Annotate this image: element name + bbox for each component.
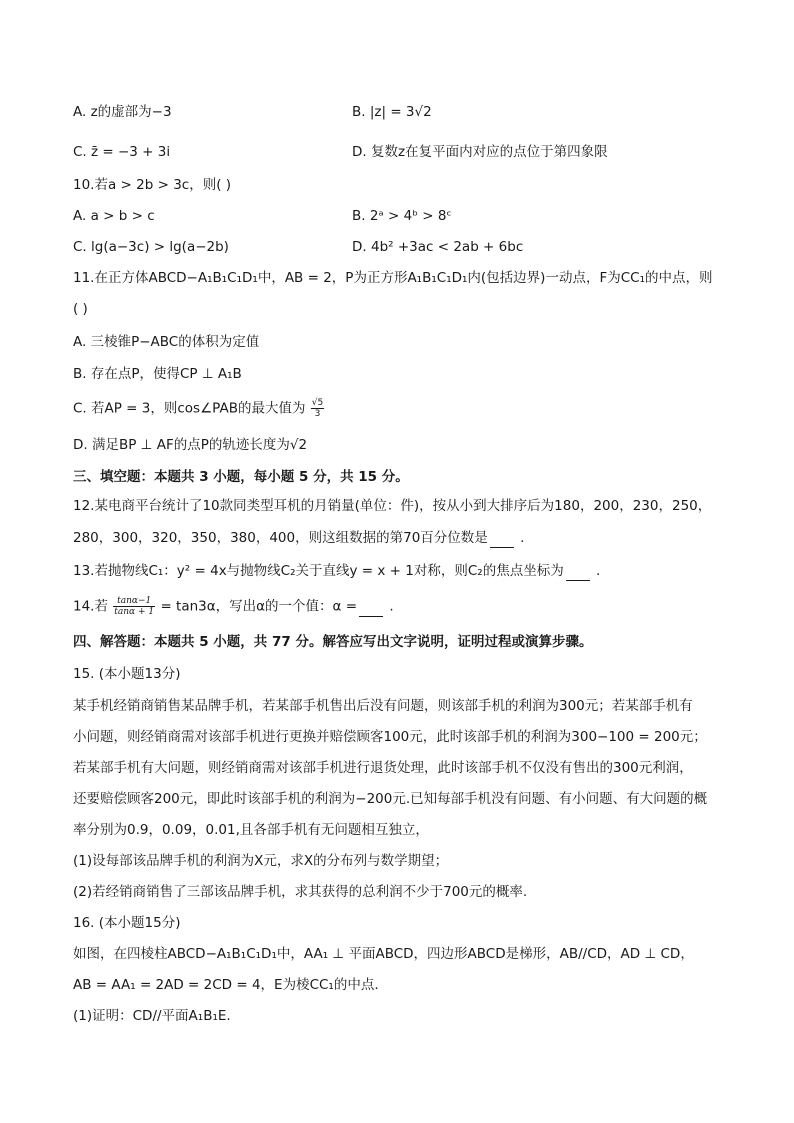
q14-fraction	[113, 596, 155, 617]
q10-option-b: B. 2ᵃ > 4ᵇ > 8ᶜ	[352, 208, 452, 224]
q15-heading: 15. (本小题13分)	[73, 666, 181, 682]
q15-para-1: 某手机经销商销售某品牌手机，若某部手机售出后没有问题，则该部手机的利润为300元；若某部手机有	[73, 698, 693, 714]
question-13	[73, 561, 600, 581]
q13-end: .	[591, 563, 601, 579]
answer-blank	[490, 533, 514, 548]
q10-option-d: D. 4b² +3ac < 2ab + 6bc	[352, 239, 524, 255]
q15-sub-1: (1)设每部该品牌手机的利润为X元，求X的分布列与数学期望；	[73, 853, 449, 869]
fraction-numerator: tanα−1	[113, 596, 155, 607]
q9-option-d: D. 复数z在复平面内对应的点位于第四象限	[352, 144, 608, 160]
q16-para-1: 如图，在四棱柱ABCD−A₁B₁C₁D₁中，AA₁ ⊥ 平面ABCD，四边形ABCD是梯形，AB//CD，AD ⊥ CD，	[73, 946, 694, 962]
answer-blank	[359, 602, 383, 617]
q11-stem: 11.在正方体ABCD−A₁B₁C₁D₁中，AB = 2，P为正方形A₁B₁C₁D₁内(包括边界)一动点，F为CC₁的中点，则	[73, 270, 713, 286]
q11-option-a: A. 三棱锥P−ABC的体积为定值	[73, 334, 260, 350]
q14-prefix: 14.若	[73, 598, 108, 615]
section-three-heading: 三、填空题：本题共 3 小题，每小题 5 分，共 15 分。	[73, 469, 409, 485]
fraction-denominator: 3	[314, 409, 321, 419]
q12-line2	[73, 528, 524, 548]
q11-option-c	[73, 398, 325, 419]
question-14	[73, 596, 394, 617]
q10-stem: 10.若a > 2b > 3c，则( )	[73, 177, 232, 193]
q12-line1: 12.某电商平台统计了10款同类型耳机的月销量(单位：件)，按从小到大排序后为180，200，230，250，	[73, 498, 712, 514]
q10-option-a: A. a > b > c	[73, 208, 155, 224]
fraction-numerator: √5	[311, 398, 324, 408]
q11-option-d: D. 满足BP ⊥ AF的点P的轨迹长度为√2	[73, 437, 308, 453]
q9-option-c: C. z̄ = −3 + 3i	[73, 144, 171, 160]
q15-para-2: 小问题，则经销商需对该部手机进行更换并赔偿顾客100元，此时该部手机的利润为300−100 = 200元；	[73, 729, 707, 745]
q13-text: 13.若抛物线C₁：y² = 4x与抛物线C₂关于直线y = x + 1对称，则C₂的焦点坐标为	[73, 563, 564, 579]
q11-option-c-text: C. 若AP = 3，则cos∠PAB的最大值为	[73, 400, 306, 417]
q16-para-2: AB = AA₁ = 2AD = 2CD = 4，E为棱CC₁的中点.	[73, 977, 379, 993]
answer-blank	[566, 566, 590, 581]
q11-option-c-fraction	[311, 398, 324, 419]
q12-line2-text: 280，300，320，350，380，400，则这组数据的第70百分位数是	[73, 530, 488, 546]
section-four-heading: 四、解答题：本题共 5 小题，共 77 分。解答应写出文字说明，证明过程或演算步骤。	[73, 634, 593, 650]
q14-end: .	[385, 598, 394, 615]
q16-heading: 16. (本小题15分)	[73, 915, 181, 931]
q9-option-b: B. |z| = 3√2	[352, 104, 432, 120]
q12-line2-end: .	[515, 530, 525, 546]
fraction-denominator: tanα + 1	[114, 607, 155, 617]
q11-paren: ( )	[73, 301, 88, 317]
q14-middle: = tan3α，写出α的一个值：α =	[160, 598, 358, 615]
q10-option-c: C. lg(a−3c) > lg(a−2b)	[73, 239, 229, 255]
q11-option-b: B. 存在点P，使得CP ⊥ A₁B	[73, 366, 242, 382]
q9-option-a: A. z的虚部为−3	[73, 104, 172, 120]
q16-sub-1: (1)证明：CD//平面A₁B₁E.	[73, 1008, 231, 1024]
q15-para-5: 率分别为0.9，0.09，0.01,且各部手机有无问题相互独立，	[73, 822, 429, 838]
q15-para-3: 若某部手机有大问题，则经销商需对该部手机进行退货处理，此时该部手机不仅没有售出的300元利润，	[73, 760, 693, 776]
q15-para-4: 还要赔偿顾客200元，即此时该部手机的利润为−200元.已知每部手机没有问题、有小问题、有大问题的概	[73, 791, 708, 807]
q15-sub-2: (2)若经销商销售了三部该品牌手机，求其获得的总利润不少于700元的概率.	[73, 884, 528, 900]
